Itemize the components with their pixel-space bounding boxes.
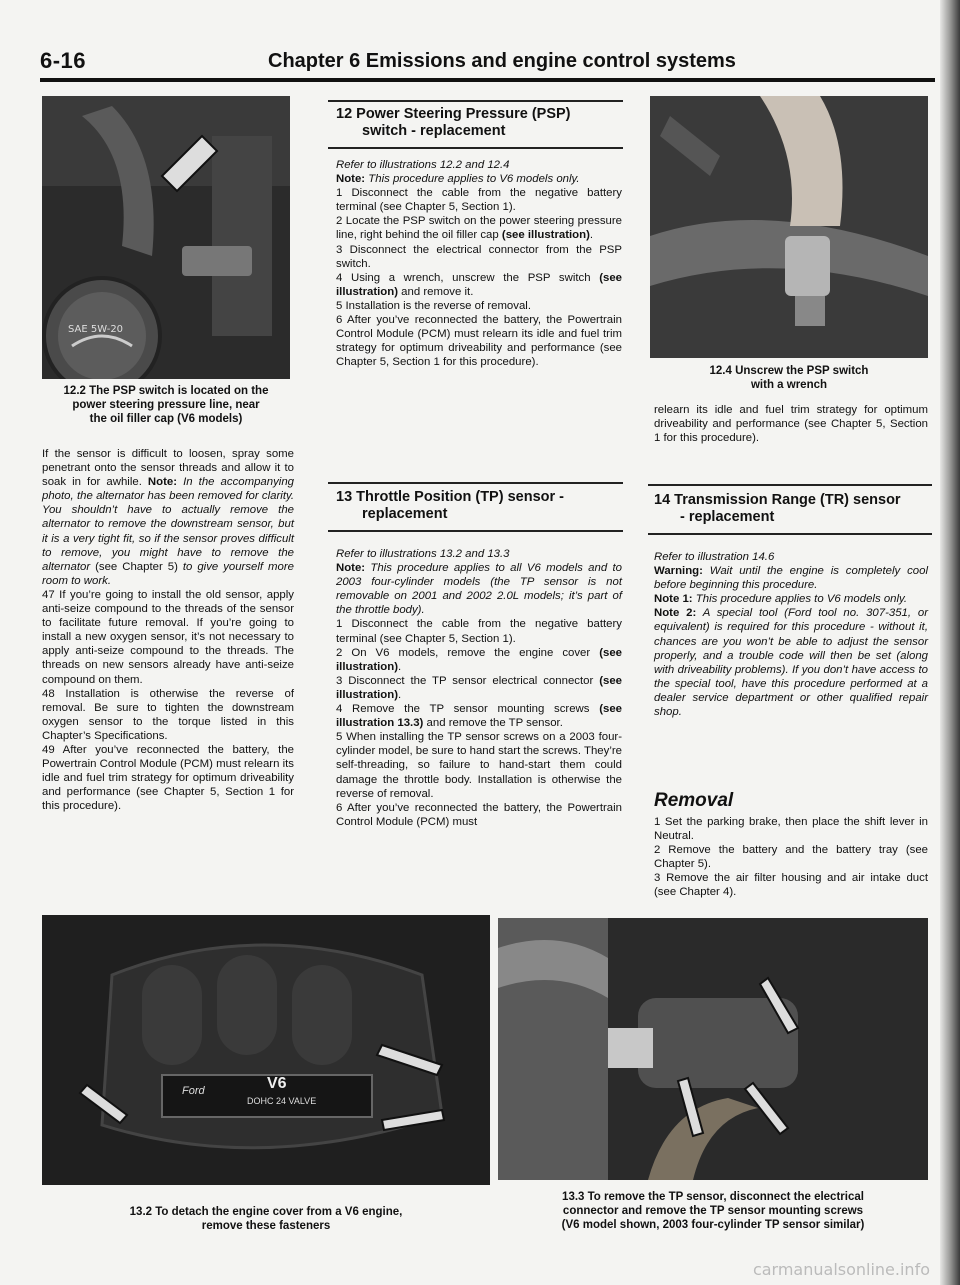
caption-13-2: 13.2 To detach the engine cover from a V6 engine, remove these fasteners — [129, 1206, 403, 1232]
column-1 — [42, 447, 294, 813]
page-number: 6-16 — [40, 48, 87, 73]
caption-13-3: 13.3 To remove the TP sensor, disconnect the electrical connector and remove the TP sensor mounting screws (V6 model shown, 2003 four-cylinder TP sensor similar) — [561, 1191, 865, 1231]
paragraph-sensor-tip: If the sensor is difficult to loosen, spray some penetrant onto the sensor threads and allow it to soak in for awhile. Note: In the accompanying photo, the alternator has been removed for clarity. You shouldn’t have to actually remove the alternator to remove the downstream sensor, but it is a very tight fit, so if the sensor proves difficult to remove, you might have to remove the alternator (see Chapter 5) to give yourself more room to work. — [42, 448, 295, 587]
dohc-badge: DOHC 24 VALVE — [247, 1096, 317, 1106]
v6-badge: V6 — [267, 1075, 287, 1092]
section-12-rule-bottom — [328, 147, 623, 149]
section-14-title: 14 Transmission Range (TR) sensor - replacement — [654, 492, 901, 525]
photo-12-4 — [650, 96, 928, 358]
step-49: 49 After you’ve reconnected the battery, the Powertrain Control Module (PCM) must relearn its idle and fuel trim strategy for optimum driveability and performance (see Chapter 5, Section 1 for this procedure). — [42, 743, 294, 813]
oil-cap-text: SAE 5W-20 — [68, 324, 124, 335]
step-47: 47 If you’re going to install the old sensor, apply anti-seize compound to the threads of the sensor to facilitate future removal. If you’re going to install a new oxygen sensor, it’s not necessary to apply anti-seize compound to the threads. The threads on new sensors already have anti-seize compound on them. — [42, 588, 294, 686]
section-13-rule-top — [328, 482, 623, 484]
section-13-title: 13 Throttle Position (TP) sensor - replacement — [336, 489, 564, 522]
section-14-rule-top — [648, 484, 932, 486]
section-12-body: Refer to illustrations 12.2 and 12.4 Note: This procedure applies to V6 models only. 1 Disconnect the cable from the negative battery terminal (see Chapter 5, Section 1). 2 Locate the PSP switch on the power steering pressure line, right behind the oil filler cap (see illustration). 3 Disconnect the electrical connector from the PSP switch. 4 Using a wrench, unscrew the PSP switch (see illustration) and remove it. 5 Installation is the reverse of removal. 6 After you’ve reconnected the battery, the Powertrain Control Module (PCM) must relearn its idle and fuel trim strategy for optimum driveability and performance (see Chapter 5, Section 1 for this procedure). — [336, 159, 622, 369]
ford-logo: Ford — [182, 1085, 205, 1097]
section-12-continued: relearn its idle and fuel trim strategy for optimum driveability and performance (see Chapter 5, Section 1 for this procedure). — [654, 404, 928, 445]
removal-steps: 1 Set the parking brake, then place the shift lever in Neutral. 2 Remove the battery and the battery tray (see Chapter 5). 3 Remove the air filter housing and air intake duct (see Chapter 4). — [654, 816, 928, 899]
chapter-title: Chapter 6 Emissions and engine control systems — [268, 50, 736, 72]
removal-heading: Removal — [654, 790, 734, 811]
section-13-body: Refer to illustrations 13.2 and 13.3 Note: This procedure applies to all V6 models and to 2003 four-cylinder models (the TP sensor is not removable on 2001 and 2002 2.0L models; it’s part of the throttle body). 1 Disconnect the cable from the negative battery terminal (see Chapter 5, Section 1). 2 On V6 models, remove the engine cover (see illustration). 3 Disconnect the TP sensor electrical connector (see illustration). 4 Remove the TP sensor mounting screws (see illustration 13.3) and remove the TP sensor. 5 When installing the TP sensor screws on a 2003 four-cylinder model, be sure to hand start the screws. They’re self-threading, so failure to hand-start them could damage the throttle body. Installation is otherwise the reverse of removal. 6 After you’ve reconnected the battery, the Powertrain Control Module (PCM) must — [336, 548, 622, 828]
scan-edge-shadow — [940, 0, 960, 1285]
section-14-rule-bottom — [648, 533, 932, 535]
caption-12-2: 12.2 The PSP switch is located on the power steering pressure line, near the oil filler cap (V6 models) — [63, 385, 269, 425]
header-rule — [40, 78, 935, 82]
watermark: carmanualsonline.info — [752, 1260, 930, 1279]
section-12-title: 12 Power Steering Pressure (PSP) switch - replacement — [336, 106, 571, 139]
section-12-rule-top — [328, 100, 623, 102]
section-14-body: Refer to illustration 14.6 Warning: Wait until the engine is completely cool before beginning this procedure. Note 1: This procedure applies to V6 models only. Note 2: A special tool (Ford tool no. 307-351, or equivalent) is required for this procedure - without it, chances are you won’t be able to adjust the sensor properly, and a trouble code will then be set (along with driveability problems). If you don’t have access to the special tool, have this procedure performed at a dealer service department or other qualified repair shop. — [654, 551, 929, 719]
section-13-rule-bottom — [328, 530, 623, 532]
caption-12-4: 12.4 Unscrew the PSP switch with a wrench — [709, 365, 869, 391]
photo-12-2 — [42, 96, 290, 379]
photo-13-2 — [42, 915, 490, 1185]
step-48: 48 Installation is otherwise the reverse of removal. Be sure to tighten the downstream oxygen sensor to the torque listed in this Chapter’s Specifications. — [42, 687, 294, 742]
photo-13-3 — [498, 918, 928, 1180]
